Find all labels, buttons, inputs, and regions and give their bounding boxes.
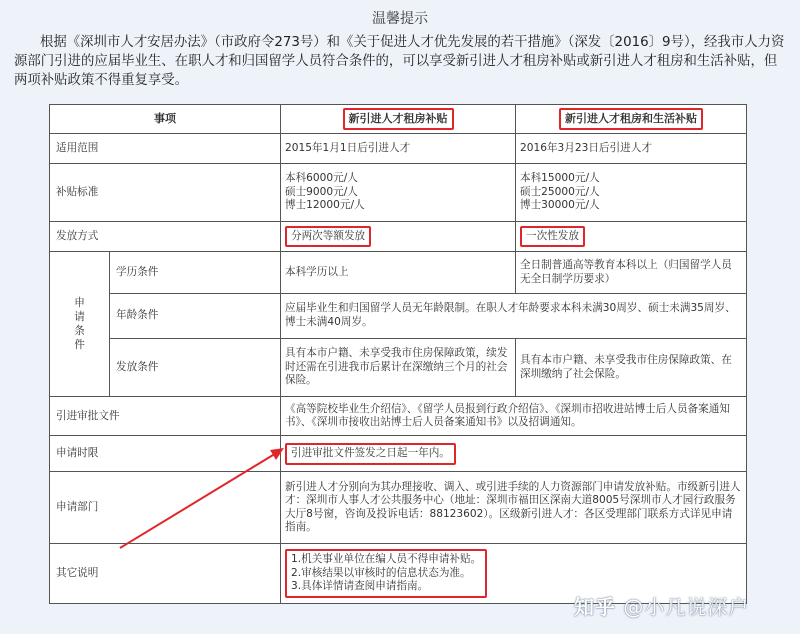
row-label: 年龄条件 — [110, 293, 281, 338]
row-docs — [50, 397, 747, 436]
row-label: 适用范围 — [50, 134, 281, 164]
watermark — [574, 591, 749, 620]
row-label: 学历条件 — [110, 252, 281, 293]
age-text: 应届毕业生和归国留学人员无年龄限制。在职人才年龄要求本科未满30周岁、硕士未满35周岁、博士未满40周岁。 — [281, 293, 747, 338]
zhihu-logo: 知乎 — [574, 595, 616, 619]
docs-text: 《高等院校毕业生介绍信》、《留学人员报到行政介绍信》、《深圳市招收进站博士后人员备案通知书》、《深圳市接收出站博士后人员备案通知书》以及招调通知。 — [281, 397, 747, 436]
payment-col1: 具有本市户籍、未享受我市住房保障政策，续发时还需在引进我市后累计在深缴纳三个月的社会保险。 — [281, 338, 516, 397]
header-rent-living-subsidy: 新引进人才租房和生活补贴 — [516, 105, 747, 134]
standard-col2: 本科15000元/人 硕士25000元/人 博士30000元/人 — [516, 164, 747, 222]
other-text: 1.机关事业单位在编人员不得申请补贴。 2.审核结果以审核时的信息状态为准。 3.具体详情请查阅申请指南。 — [281, 544, 747, 604]
notice-title: 温馨提示 — [372, 11, 428, 27]
row-label: 其它说明 — [50, 544, 281, 604]
header-rent-subsidy: 新引进人才租房补贴 — [281, 105, 516, 134]
row-method — [50, 221, 747, 252]
row-label: 发放方式 — [50, 221, 281, 252]
scope-col1: 2015年1月1日后引进人才 — [281, 134, 516, 164]
intro-paragraph: 根据《深圳市人才安居办法》（市政府令273号）和《关于促进人才优先发展的若干措施》（深发〔2016〕9号），经我市人力资源部门引进的应届毕业生、在职人才和归国留学人员符合条件的，可以享受新引进人才租房补贴或新引进人才租房和生活补贴，但两项补贴政策不得重复享受。 — [14, 35, 785, 88]
header-row — [50, 105, 747, 134]
row-label: 引进审批文件 — [50, 397, 281, 436]
row-label: 发放条件 — [110, 338, 281, 397]
education-col1: 本科学历以上 — [281, 252, 516, 293]
row-label: 申请时限 — [50, 436, 281, 472]
method-col2: 一次性发放 — [516, 221, 747, 252]
watermark-handle: @小凡说深户 — [623, 595, 750, 619]
row-label: 申请部门 — [50, 472, 281, 544]
scope-col2: 2016年3月23日后引进人才 — [516, 134, 747, 164]
row-department — [50, 472, 747, 544]
education-col2: 全日制普通高等教育本科以上（归国留学人员无全日制学历要求） — [516, 252, 747, 293]
payment-col2: 具有本市户籍、未享受我市住房保障政策、在深圳缴纳了社会保险。 — [516, 338, 747, 397]
subsidy-comparison-table — [49, 104, 747, 604]
conditions-group-label: 申 请 条 件 — [50, 252, 110, 397]
header-item: 事项 — [50, 105, 281, 134]
row-deadline — [50, 436, 747, 472]
row-payment — [50, 338, 747, 397]
row-scope — [50, 134, 747, 164]
deadline-text: 引进审批文件签发之日起一年内。 — [281, 436, 747, 472]
method-col1: 分两次等额发放 — [281, 221, 516, 252]
row-label: 补贴标准 — [50, 164, 281, 222]
row-standard — [50, 164, 747, 222]
row-education — [50, 252, 747, 293]
row-age — [50, 293, 747, 338]
department-text: 新引进人才分别向为其办理接收、调入、或引进手续的人力资源部门申请发放补贴。市级新引进人才：深圳市人事人才公共服务中心（地址：深圳市福田区深南大道8005号深圳市人才园行政服务大厅8号窗，咨询及投诉电话：88123602）。区级新引进人才：各区受理部门联系方式详见申请指南。 — [281, 472, 747, 544]
standard-col1: 本科6000元/人 硕士9000元/人 博士12000元/人 — [281, 164, 516, 222]
